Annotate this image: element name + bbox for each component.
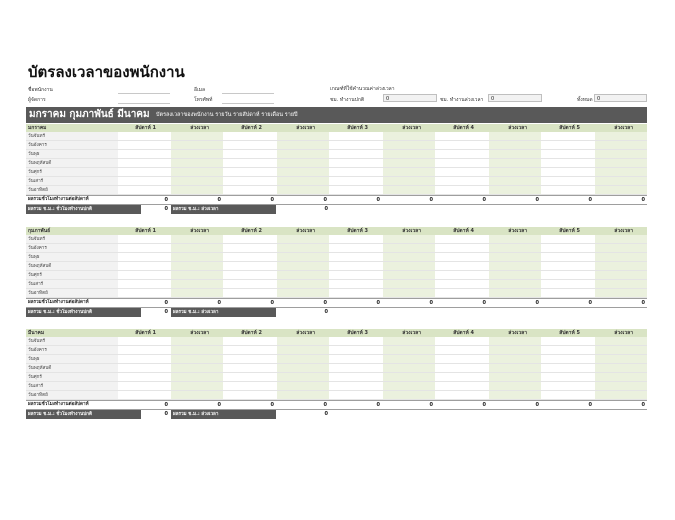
column-header: สัปดาห์ 5 — [559, 228, 580, 234]
table-row[interactable] — [26, 168, 647, 177]
column-header: ล่วงเวลา — [508, 125, 527, 131]
weekly-total-row — [26, 400, 647, 410]
column-header: ล่วงเวลา — [614, 228, 633, 234]
overtime-summary-value: 0 — [324, 309, 328, 315]
column-header: สัปดาห์ 3 — [347, 330, 368, 336]
weekly-total-value: 0 — [535, 197, 539, 203]
banner-subtitle: บัตรลงเวลาของพนักงาน รายวัน รายสัปดาห์ รายเดือน รายปี — [156, 112, 298, 118]
day-label: วันศุกร์ — [28, 273, 42, 278]
day-label: วันพุธ — [28, 357, 40, 362]
table-row[interactable] — [26, 373, 647, 382]
table-row[interactable] — [26, 235, 647, 244]
weekly-total-value: 0 — [164, 197, 168, 203]
overtime-summary-label: ผลรวม ช.ม.: ล่วงเวลา — [171, 308, 276, 317]
day-label: วันอังคาร — [28, 246, 47, 251]
column-header: ล่วงเวลา — [508, 330, 527, 336]
table-row[interactable] — [26, 262, 647, 271]
hours-summary-row — [26, 410, 647, 419]
table-row[interactable] — [26, 391, 647, 400]
email-label: อีเมล — [194, 87, 206, 93]
column-header: สัปดาห์ 1 — [135, 330, 156, 336]
day-label: วันจันทร์ — [28, 339, 46, 344]
column-header: สัปดาห์ 2 — [241, 125, 262, 131]
column-header: สัปดาห์ 5 — [559, 330, 580, 336]
weekly-total-value: 0 — [429, 197, 433, 203]
page-title: บัตรลงเวลาของพนักงาน — [28, 63, 185, 81]
column-header: สัปดาห์ 1 — [135, 125, 156, 131]
table-row[interactable] — [26, 177, 647, 186]
month-block — [26, 329, 647, 419]
weekly-total-label: ผลรวมชั่วโมงทำงานต่อสัปดาห์ — [28, 197, 89, 202]
column-header: ล่วงเวลา — [190, 228, 209, 234]
weekly-total-value: 0 — [164, 402, 168, 408]
regular-hours-summary-value: 0 — [164, 206, 168, 212]
day-label: วันจันทร์ — [28, 134, 46, 139]
weekly-total-label: ผลรวมชั่วโมงทำงานต่อสัปดาห์ — [28, 300, 89, 305]
column-header: สัปดาห์ 5 — [559, 125, 580, 131]
employee-name-field[interactable] — [118, 93, 170, 94]
day-label: วันศุกร์ — [28, 375, 42, 380]
day-label: วันจันทร์ — [28, 237, 46, 242]
weekly-total-value: 0 — [270, 402, 274, 408]
regular-hours-summary-label: ผลรวม ช.ม.: ชั่วโมงทำงานปกติ — [26, 410, 141, 419]
regular-hours-summary-label: ผลรวม ช.ม.: ชั่วโมงทำงานปกติ — [26, 308, 141, 317]
supervisor-label: ผู้จัดการ — [28, 97, 46, 103]
day-label: วันเสาร์ — [28, 179, 44, 184]
table-row[interactable] — [26, 159, 647, 168]
month-header-row — [26, 227, 647, 235]
month-header-row — [26, 124, 647, 132]
month-name: กุมภาพันธ์ — [28, 228, 51, 234]
table-row[interactable] — [26, 244, 647, 253]
hours-summary-row — [26, 308, 647, 317]
weekly-total-value: 0 — [323, 300, 327, 306]
weekly-total-value: 0 — [270, 300, 274, 306]
weekly-total-value: 0 — [641, 300, 645, 306]
weekly-total-value: 0 — [217, 197, 221, 203]
column-header: สัปดาห์ 2 — [241, 330, 262, 336]
total-value[interactable]: 0 — [594, 94, 647, 102]
table-row[interactable] — [26, 382, 647, 391]
column-header: สัปดาห์ 2 — [241, 228, 262, 234]
day-label: วันพฤหัสบดี — [28, 366, 52, 371]
weekly-total-value: 0 — [323, 402, 327, 408]
weekly-total-value: 0 — [217, 300, 221, 306]
overtime-summary-value: 0 — [324, 206, 328, 212]
overtime-summary-value: 0 — [324, 411, 328, 417]
weekly-total-value: 0 — [376, 402, 380, 408]
hours-grid — [26, 132, 647, 195]
day-label: วันพฤหัสบดี — [28, 264, 52, 269]
table-row[interactable] — [26, 355, 647, 364]
weekly-total-value: 0 — [429, 300, 433, 306]
email-field[interactable] — [222, 93, 274, 94]
column-header: ล่วงเวลา — [190, 125, 209, 131]
hours-summary-row — [26, 205, 647, 214]
std-hours-value[interactable]: 0 — [383, 94, 437, 102]
table-row[interactable] — [26, 280, 647, 289]
weekly-total-value: 0 — [641, 402, 645, 408]
overtime-note-label: เกณฑ์ที่ใช้คำนวณค่าล่วงเวลา — [330, 86, 395, 92]
employee-name-label: ชื่อพนักงาน — [28, 87, 53, 93]
day-label: วันพุธ — [28, 255, 40, 260]
day-label: วันอาทิตย์ — [28, 291, 48, 296]
day-label: วันพฤหัสบดี — [28, 161, 52, 166]
table-row[interactable] — [26, 346, 647, 355]
table-row[interactable] — [26, 271, 647, 280]
day-label: วันอาทิตย์ — [28, 393, 48, 398]
table-row[interactable] — [26, 289, 647, 298]
column-header: ล่วงเวลา — [508, 228, 527, 234]
day-label: วันพุธ — [28, 152, 40, 157]
weekly-total-value: 0 — [535, 300, 539, 306]
month-name: มีนาคม — [28, 330, 45, 336]
table-row[interactable] — [26, 253, 647, 262]
regular-hours-summary-label: ผลรวม ช.ม.: ชั่วโมงทำงานปกติ — [26, 205, 141, 214]
column-header: สัปดาห์ 4 — [453, 125, 474, 131]
column-header: สัปดาห์ 4 — [453, 228, 474, 234]
overtime-summary-label: ผลรวม ช.ม.: ล่วงเวลา — [171, 205, 276, 214]
column-header: ล่วงเวลา — [614, 330, 633, 336]
weekly-total-value: 0 — [323, 197, 327, 203]
column-header: สัปดาห์ 4 — [453, 330, 474, 336]
weekly-total-value: 0 — [588, 197, 592, 203]
weekly-total-value: 0 — [376, 300, 380, 306]
weekly-total-value: 0 — [535, 402, 539, 408]
weekly-total-value: 0 — [588, 402, 592, 408]
column-header: ล่วงเวลา — [296, 228, 315, 234]
day-label: วันอังคาร — [28, 348, 47, 353]
column-header: ล่วงเวลา — [296, 125, 315, 131]
column-header: สัปดาห์ 1 — [135, 228, 156, 234]
week-hours-value[interactable]: 0 — [488, 94, 542, 102]
day-label: วันเสาร์ — [28, 384, 44, 389]
regular-hours-summary-value: 0 — [164, 309, 168, 315]
overtime-summary-label: ผลรวม ช.ม.: ล่วงเวลา — [171, 410, 276, 419]
months-banner — [26, 107, 647, 123]
weekly-total-row — [26, 195, 647, 205]
day-label: วันศุกร์ — [28, 170, 42, 175]
column-header: ล่วงเวลา — [402, 125, 421, 131]
month-header-row — [26, 329, 647, 337]
weekly-total-value: 0 — [482, 197, 486, 203]
column-header: ล่วงเวลา — [296, 330, 315, 336]
weekly-total-value: 0 — [429, 402, 433, 408]
column-header: ล่วงเวลา — [190, 330, 209, 336]
supervisor-field[interactable] — [118, 103, 170, 104]
weekly-total-value: 0 — [376, 197, 380, 203]
table-row[interactable] — [26, 150, 647, 159]
std-hours-label: ชม. ทำงานปกติ — [330, 97, 365, 103]
table-row[interactable] — [26, 364, 647, 373]
table-row[interactable] — [26, 186, 647, 195]
hours-grid — [26, 235, 647, 298]
weekly-total-label: ผลรวมชั่วโมงทำงานต่อสัปดาห์ — [28, 402, 89, 407]
month-block — [26, 227, 647, 317]
phone-label: โทรศัพท์ — [194, 97, 213, 103]
day-label: วันอาทิตย์ — [28, 188, 48, 193]
banner-months: มกราคม กุมภาพันธ์ มีนาคม — [29, 109, 150, 120]
week-hours-label: ชม. ทำงานล่วงเวลา — [440, 97, 484, 103]
phone-field[interactable] — [222, 103, 274, 104]
column-header: สัปดาห์ 3 — [347, 228, 368, 234]
weekly-total-value: 0 — [270, 197, 274, 203]
weekly-total-value: 0 — [641, 197, 645, 203]
column-header: ล่วงเวลา — [402, 228, 421, 234]
weekly-total-value: 0 — [588, 300, 592, 306]
day-label: วันเสาร์ — [28, 282, 44, 287]
weekly-total-value: 0 — [482, 300, 486, 306]
table-row[interactable] — [26, 337, 647, 346]
weekly-total-value: 0 — [482, 402, 486, 408]
month-block — [26, 124, 647, 214]
regular-hours-summary-value: 0 — [164, 411, 168, 417]
column-header: ล่วงเวลา — [402, 330, 421, 336]
table-row[interactable] — [26, 141, 647, 150]
table-row[interactable] — [26, 132, 647, 141]
weekly-total-value: 0 — [164, 300, 168, 306]
weekly-total-value: 0 — [217, 402, 221, 408]
hours-grid — [26, 337, 647, 400]
total-label: ทั้งหมด — [577, 97, 593, 103]
month-name: มกราคม — [28, 125, 47, 131]
column-header: ล่วงเวลา — [614, 125, 633, 131]
column-header: สัปดาห์ 3 — [347, 125, 368, 131]
weekly-total-row — [26, 298, 647, 308]
day-label: วันอังคาร — [28, 143, 47, 148]
